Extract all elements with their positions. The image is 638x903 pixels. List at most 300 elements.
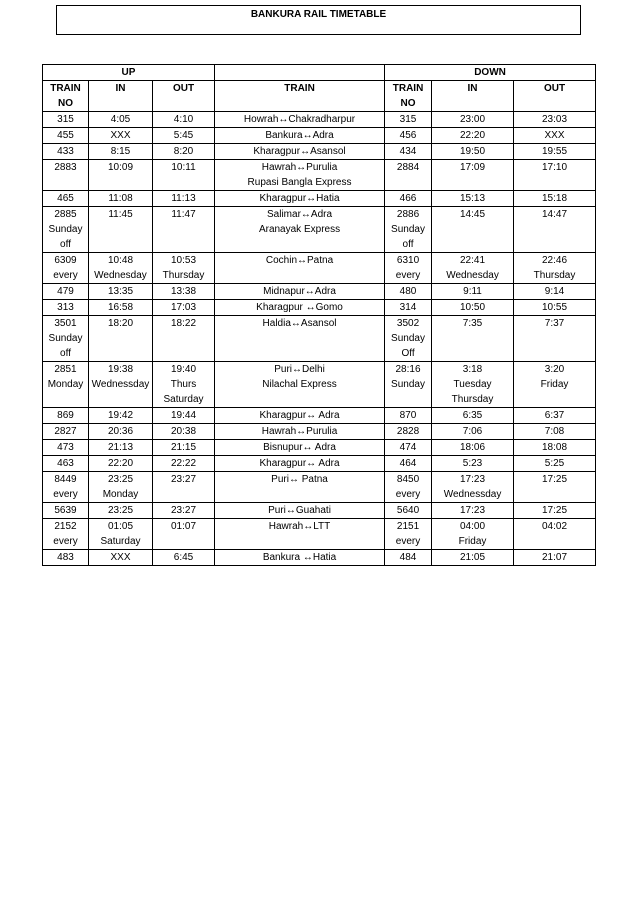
cell-line: 2886 — [396, 209, 420, 220]
cell-line: 2151 — [396, 521, 420, 532]
down-out-cell — [514, 253, 596, 284]
cell-line: Salimar↔Adra — [267, 209, 333, 220]
cell-line: 10:53 — [170, 255, 197, 266]
cell-line: 869 — [57, 410, 74, 421]
train-name-cell — [215, 284, 385, 300]
down-in-cell — [432, 253, 514, 284]
cell-line: 17:09 — [460, 162, 486, 173]
up-out-cell — [153, 472, 215, 503]
up-out-cell — [153, 300, 215, 316]
down-in-cell — [432, 503, 514, 519]
cell-line: 3501 — [54, 318, 77, 329]
cell-line: 463 — [57, 458, 74, 469]
cell-line: 19:55 — [542, 146, 568, 157]
cell-line: Kharagpur ↔Gomo — [256, 302, 343, 313]
cell-line: Sunday — [391, 333, 425, 344]
train-name-cell — [215, 112, 385, 128]
cell-line: 17:23 — [460, 474, 486, 485]
up-in-cell — [89, 472, 153, 503]
up-in-cell — [89, 128, 153, 144]
cell-line: 2828 — [396, 426, 420, 437]
cell-line: every — [395, 489, 421, 500]
down-in-cell — [432, 424, 514, 440]
up-out-cell — [153, 408, 215, 424]
down-out-cell — [514, 362, 596, 408]
cell-line: 2851 — [54, 364, 77, 375]
cell-line: 2883 — [54, 162, 77, 173]
cell-line: 23:00 — [460, 114, 486, 125]
up-train-no-cell — [43, 362, 89, 408]
cell-line: Thursday — [533, 270, 576, 281]
up-in-cell — [89, 316, 153, 362]
down-train-no-cell — [385, 550, 432, 566]
cell-line: 2884 — [396, 162, 420, 173]
down-train-no-cell — [385, 519, 432, 550]
cell-line: every — [395, 536, 421, 547]
cell-line: XXX — [544, 130, 565, 141]
cell-line: 4:10 — [173, 114, 194, 125]
down-out-cell — [514, 472, 596, 503]
cell-line: every — [395, 270, 421, 281]
header-up-in: IN — [89, 81, 153, 112]
header-up-out: OUT — [153, 81, 215, 112]
down-out-cell — [514, 160, 596, 191]
down-out-cell — [514, 550, 596, 566]
table-row — [43, 253, 596, 284]
cell-line: Sunday — [48, 333, 83, 344]
train-name-cell — [215, 253, 385, 284]
up-in-cell — [89, 424, 153, 440]
cell-line: off — [402, 239, 414, 250]
cell-line: 456 — [399, 130, 417, 141]
cell-line: 6:45 — [173, 552, 194, 563]
table-row — [43, 550, 596, 566]
down-in-cell — [432, 160, 514, 191]
cell-line: Hawrah↔Purulia — [261, 162, 338, 173]
up-in-cell — [89, 456, 153, 472]
cell-line: 6310 — [396, 255, 420, 266]
down-in-cell — [432, 472, 514, 503]
cell-line: 8:20 — [173, 146, 194, 157]
cell-line: 433 — [57, 146, 74, 157]
cell-line: Thursday — [162, 270, 205, 281]
page-title: BANKURA RAIL TIMETABLE — [250, 9, 387, 20]
up-out-cell — [153, 160, 215, 191]
up-out-cell — [153, 144, 215, 160]
cell-line: Sunday — [48, 224, 83, 235]
down-in-cell — [432, 128, 514, 144]
group-header-row — [43, 65, 596, 81]
cell-line: 20:38 — [170, 426, 197, 437]
up-out-cell — [153, 284, 215, 300]
down-in-cell — [432, 284, 514, 300]
timetable — [42, 64, 596, 566]
up-out-cell — [153, 191, 215, 207]
up-out-cell — [153, 112, 215, 128]
cell-line: Wednessday — [91, 379, 150, 390]
cell-line: XXX — [110, 130, 131, 141]
cell-line: Tuesday — [453, 379, 492, 390]
table-row — [43, 408, 596, 424]
cell-line: 18:20 — [107, 318, 134, 329]
down-train-no-cell — [385, 284, 432, 300]
cell-line: 18:08 — [542, 442, 568, 453]
train-name-cell — [215, 550, 385, 566]
cell-line: Hawrah↔Purulia — [261, 426, 338, 437]
cell-line: 11:13 — [171, 193, 196, 204]
cell-line: Sunday — [391, 379, 425, 390]
up-in-cell — [89, 160, 153, 191]
up-in-cell — [89, 191, 153, 207]
cell-line: 6309 — [54, 255, 77, 266]
cell-line: 464 — [399, 458, 417, 469]
up-in-cell — [89, 112, 153, 128]
cell-line: 23:03 — [542, 114, 568, 125]
up-in-cell — [89, 503, 153, 519]
down-in-cell — [432, 408, 514, 424]
cell-line: Bisnupur↔ Adra — [263, 442, 336, 453]
cell-line: Kharagpur↔Asansol — [253, 146, 346, 157]
up-in-cell — [89, 362, 153, 408]
up-in-cell — [89, 550, 153, 566]
up-train-no-cell — [43, 300, 89, 316]
cell-line: 19:40 — [170, 364, 197, 375]
cell-line: 22:22 — [170, 458, 197, 469]
cell-line: 4:05 — [110, 114, 131, 125]
down-train-no-cell — [385, 408, 432, 424]
cell-line: 9:11 — [463, 286, 482, 297]
up-out-cell — [153, 207, 215, 253]
cell-line: 10:09 — [107, 162, 134, 173]
cell-line: 23:27 — [170, 505, 197, 516]
cell-line: 22:20 — [107, 458, 134, 469]
cell-line: Nilachal Express — [262, 379, 337, 390]
cell-line: 2152 — [54, 521, 77, 532]
train-name-cell — [215, 144, 385, 160]
down-train-no-cell — [385, 456, 432, 472]
cell-line: every — [53, 270, 78, 281]
down-in-cell — [432, 519, 514, 550]
cell-line: 10:48 — [107, 255, 134, 266]
up-train-no-cell — [43, 424, 89, 440]
header-up-train-no — [43, 81, 89, 112]
cell-line: 21:15 — [170, 442, 197, 453]
down-train-no-cell — [385, 362, 432, 408]
cell-line: Saturday — [163, 394, 204, 405]
header-down-in: IN — [432, 81, 514, 112]
cell-line: 17:25 — [542, 505, 568, 516]
up-train-no-cell — [43, 472, 89, 503]
down-train-no-cell — [385, 128, 432, 144]
train-name-cell — [215, 207, 385, 253]
train-name-cell — [215, 440, 385, 456]
header-down-out: OUT — [514, 81, 596, 112]
cell-line: 17:23 — [460, 505, 486, 516]
down-out-cell — [514, 316, 596, 362]
cell-line: 465 — [57, 193, 74, 204]
cell-line: Saturday — [100, 536, 141, 547]
down-out-cell — [514, 408, 596, 424]
cell-line: 01:05 — [107, 521, 134, 532]
table-row — [43, 284, 596, 300]
down-in-cell — [432, 191, 514, 207]
up-in-cell — [89, 519, 153, 550]
up-out-cell — [153, 456, 215, 472]
cell-line: 21:07 — [542, 552, 568, 563]
down-in-cell — [432, 144, 514, 160]
down-out-cell — [514, 128, 596, 144]
cell-line: 16:58 — [107, 302, 134, 313]
train-name-cell — [215, 362, 385, 408]
cell-line: 3:18 — [462, 364, 483, 375]
down-out-cell — [514, 456, 596, 472]
cell-line: 23:25 — [107, 474, 134, 485]
up-out-cell — [153, 503, 215, 519]
cell-line: Bankura ↔Hatia — [262, 552, 337, 563]
cell-line: 6:35 — [462, 410, 483, 421]
down-out-cell — [514, 519, 596, 550]
cell-line: Thursday — [451, 394, 494, 405]
cell-line: 19:50 — [460, 146, 486, 157]
down-train-no-cell — [385, 112, 432, 128]
cell-line: Monday — [102, 489, 139, 500]
column-header-row — [43, 81, 596, 112]
down-out-cell — [514, 207, 596, 253]
up-train-no-cell — [43, 191, 89, 207]
up-group-header: UP — [43, 65, 215, 81]
cell-line: 22:46 — [542, 255, 568, 266]
cell-line: Wednesday — [446, 270, 499, 281]
down-out-cell — [514, 503, 596, 519]
train-name-cell — [215, 472, 385, 503]
train-name-cell — [215, 160, 385, 191]
table-row — [43, 424, 596, 440]
cell-line: 314 — [399, 302, 417, 313]
down-out-cell — [514, 144, 596, 160]
cell-line: Puri↔ Patna — [271, 474, 328, 485]
cell-line: Puri↔Guahati — [268, 505, 331, 516]
cell-line: 04:02 — [542, 521, 568, 532]
cell-line: off — [60, 348, 71, 359]
cell-line: 01:07 — [170, 521, 197, 532]
up-out-cell — [153, 440, 215, 456]
cell-line: 9:14 — [544, 286, 565, 297]
cell-line: 434 — [399, 146, 417, 157]
group-header-spacer — [215, 65, 385, 81]
cell-line: 21:05 — [460, 552, 486, 563]
cell-line: 6:37 — [544, 410, 565, 421]
table-row — [43, 440, 596, 456]
cell-line: 466 — [399, 193, 417, 204]
down-train-no-cell — [385, 253, 432, 284]
cell-line: Rupasi Bangla Express — [247, 177, 352, 188]
down-train-no-cell — [385, 472, 432, 503]
up-train-no-cell — [43, 253, 89, 284]
train-name-cell — [215, 408, 385, 424]
down-in-cell — [432, 456, 514, 472]
cell-line: 2827 — [54, 426, 77, 437]
up-train-no-cell — [43, 160, 89, 191]
cell-line: 13:35 — [107, 286, 134, 297]
cell-line: 5639 — [54, 505, 77, 516]
cell-line: 18:22 — [170, 318, 197, 329]
table-row — [43, 362, 596, 408]
down-in-cell — [432, 300, 514, 316]
cell-line: 10:55 — [542, 302, 568, 313]
down-in-cell — [432, 362, 514, 408]
cell-line: Monday — [47, 379, 84, 390]
header-line: NO — [58, 98, 73, 109]
cell-line: 18:06 — [460, 442, 486, 453]
up-train-no-cell — [43, 408, 89, 424]
cell-line: 10:50 — [460, 302, 486, 313]
cell-line: 455 — [57, 130, 74, 141]
down-out-cell — [514, 112, 596, 128]
train-name-cell — [215, 191, 385, 207]
cell-line: Hawrah↔LTT — [268, 521, 331, 532]
cell-line: 2885 — [54, 209, 77, 220]
table-row — [43, 300, 596, 316]
train-name-cell — [215, 456, 385, 472]
up-out-cell — [153, 316, 215, 362]
table-row — [43, 160, 596, 191]
cell-line: Friday — [458, 536, 487, 547]
table-row — [43, 472, 596, 503]
cell-line: 473 — [57, 442, 74, 453]
cell-line: 20:36 — [107, 426, 134, 437]
header-train: TRAIN — [215, 81, 385, 112]
up-in-cell — [89, 284, 153, 300]
up-out-cell — [153, 128, 215, 144]
cell-line: 479 — [57, 286, 74, 297]
cell-line: 5:25 — [544, 458, 565, 469]
table-row — [43, 519, 596, 550]
cell-line: 3502 — [396, 318, 420, 329]
cell-line: 11:08 — [108, 193, 133, 204]
up-train-no-cell — [43, 440, 89, 456]
cell-line: Aranayak Express — [258, 224, 341, 235]
cell-line: 870 — [399, 410, 417, 421]
cell-line: 23:27 — [170, 474, 197, 485]
cell-line: 8:15 — [110, 146, 131, 157]
cell-line: Friday — [540, 379, 569, 390]
cell-line: 5:23 — [462, 458, 483, 469]
down-train-no-cell — [385, 316, 432, 362]
down-train-no-cell — [385, 207, 432, 253]
down-out-cell — [514, 191, 596, 207]
up-train-no-cell — [43, 207, 89, 253]
cell-line: 315 — [57, 114, 74, 125]
cell-line: Cochin↔Patna — [265, 255, 334, 266]
cell-line: 484 — [399, 552, 417, 563]
table-row — [43, 207, 596, 253]
cell-line: 5:45 — [173, 130, 194, 141]
down-train-no-cell — [385, 144, 432, 160]
cell-line: off — [60, 239, 71, 250]
up-out-cell — [153, 253, 215, 284]
up-train-no-cell — [43, 550, 89, 566]
down-in-cell — [432, 440, 514, 456]
cell-line: 15:13 — [460, 193, 486, 204]
down-in-cell — [432, 550, 514, 566]
cell-line: Sunday — [391, 224, 425, 235]
train-name-cell — [215, 316, 385, 362]
down-out-cell — [514, 300, 596, 316]
up-in-cell — [89, 408, 153, 424]
down-in-cell — [432, 112, 514, 128]
up-out-cell — [153, 519, 215, 550]
cell-line: 19:38 — [107, 364, 134, 375]
cell-line: Midnapur↔Adra — [263, 286, 336, 297]
up-in-cell — [89, 253, 153, 284]
up-in-cell — [89, 300, 153, 316]
cell-line: 7:37 — [544, 318, 565, 329]
header-line: TRAIN — [50, 83, 81, 94]
table-row — [43, 128, 596, 144]
cell-line: 19:44 — [170, 410, 197, 421]
table-row — [43, 316, 596, 362]
up-in-cell — [89, 144, 153, 160]
up-train-no-cell — [43, 503, 89, 519]
cell-line: 480 — [399, 286, 417, 297]
cell-line: Wednesday — [94, 270, 147, 281]
cell-line: 21:13 — [107, 442, 134, 453]
table-row — [43, 191, 596, 207]
up-train-no-cell — [43, 456, 89, 472]
down-out-cell — [514, 424, 596, 440]
cell-line: every — [53, 489, 78, 500]
cell-line: Kharagpur↔ Adra — [259, 410, 340, 421]
cell-line: 483 — [57, 552, 74, 563]
cell-line: 11:47 — [171, 209, 196, 220]
down-out-cell — [514, 440, 596, 456]
down-train-no-cell — [385, 191, 432, 207]
train-name-cell — [215, 503, 385, 519]
down-in-cell — [432, 316, 514, 362]
cell-line: 11:45 — [108, 209, 133, 220]
cell-line: 14:47 — [542, 209, 568, 220]
cell-line: Bankura↔Adra — [265, 130, 334, 141]
cell-line: Kharagpur↔Hatia — [259, 193, 340, 204]
down-in-cell — [432, 207, 514, 253]
cell-line: 474 — [399, 442, 417, 453]
up-train-no-cell — [43, 112, 89, 128]
up-train-no-cell — [43, 144, 89, 160]
cell-line: Howrah↔Chakradharpur — [243, 114, 356, 125]
cell-line: 14:45 — [460, 209, 486, 220]
table-row — [43, 144, 596, 160]
cell-line: 315 — [399, 114, 417, 125]
down-train-no-cell — [385, 424, 432, 440]
down-group-header: DOWN — [385, 65, 596, 81]
down-out-cell — [514, 284, 596, 300]
cell-line: 04:00 — [460, 521, 486, 532]
up-train-no-cell — [43, 128, 89, 144]
header-line: NO — [400, 98, 416, 109]
up-in-cell — [89, 207, 153, 253]
up-in-cell — [89, 440, 153, 456]
cell-line: 313 — [57, 302, 74, 313]
cell-line: 19:42 — [107, 410, 134, 421]
cell-line: 7:06 — [462, 426, 483, 437]
cell-line: 8449 — [54, 474, 77, 485]
cell-line: 13:38 — [170, 286, 197, 297]
cell-line: 8450 — [396, 474, 420, 485]
cell-line: Off — [401, 348, 415, 359]
train-name-cell — [215, 300, 385, 316]
cell-line: Thurs — [170, 379, 197, 390]
header-line: TRAIN — [392, 83, 424, 94]
